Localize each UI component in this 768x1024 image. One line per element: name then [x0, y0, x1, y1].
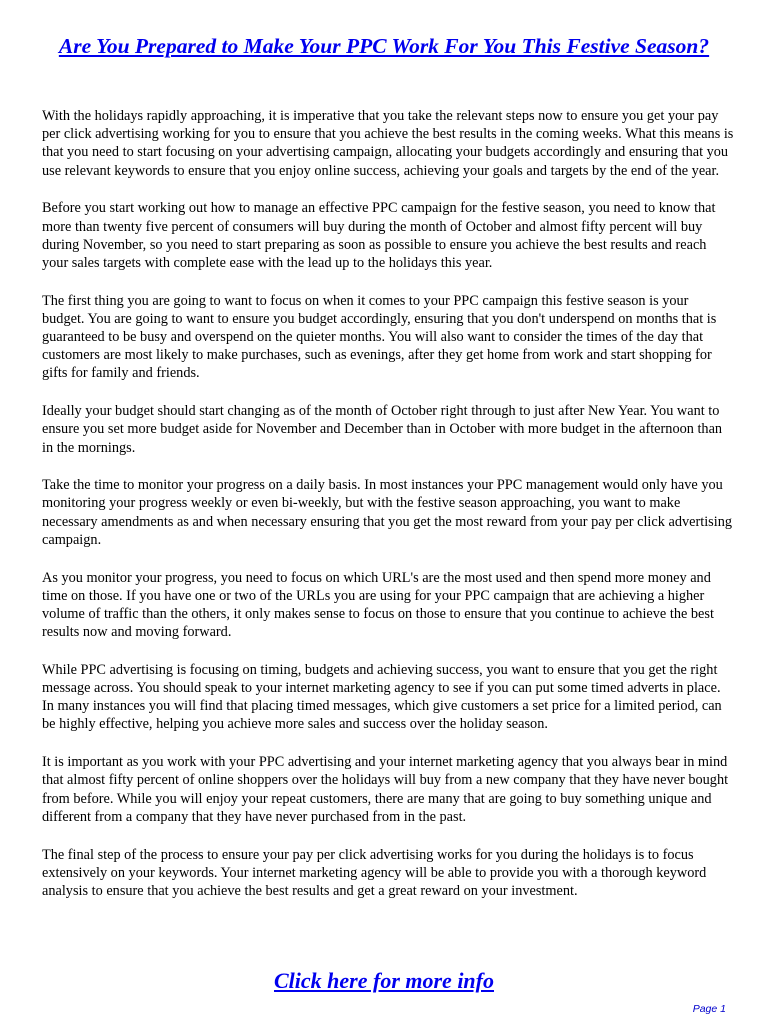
paragraph-4: Ideally your budget should start changing as of the month of October right through to just after New Year. You want to ensure you set more budget aside for November and December than in October with more budget in the afternoon than in the mornings.: [42, 403, 723, 456]
paragraph-3: The first thing you are going to want to focus on when it comes to your PPC campaign this festive season is your budget. You are going to want to ensure you budget accordingly, ensuring that you don't underspend on months that is guaranteed to be busy and overspend on the quieter months. You will also want to consider the times of the day that customers are most likely to make purchases, such as evenings, after they get home from work and start shopping for gifts for family and friends.: [42, 292, 717, 382]
paragraph-6: As you monitor your progress, you need to focus on which URL's are the most used and then spend more money and time on those. If you have one or two of the URLs you are using for your PPC campaign that are achieving a higher volume of traffic than the others, it only makes sense to focus on those to ensure that you continue to achieve the best results now and moving forward.: [42, 569, 714, 641]
page-number: Page 1: [692, 1003, 726, 1015]
paragraph-7: While PPC advertising is focusing on timing, budgets and achieving success, you want to ensure that you get the right message across. You should speak to your internet marketing agency to see if you can put some timed adverts in place. In many instances you will find that placing timed messages, which give customers a set price for a limited period, can be highly effective, helping you achieve more sales and success over the holiday season.: [42, 661, 722, 733]
paragraph-1: With the holidays rapidly approaching, it is imperative that you take the relevant steps now to ensure you get your pay per click advertising working for you to ensure that you achieve the best results in the coming weeks. What this means is that you need to start focusing on your advertising campaign, allocating your budgets accordingly and ensuring that you use relevant keywords to ensure that you enjoy online success, achieving your goals and targets by the end of the year.: [42, 108, 734, 179]
paragraph-2: Before you start working out how to manage an effective PPC campaign for the festive season, you need to know that more than twenty five percent of consumers will buy during the month of October and almost fifty percent will buy during November, so you need to start preparing as soon as possible to ensure you achieve the best results and reach your sales targets with complete ease with the lead up to the holidays this year.: [42, 200, 716, 271]
paragraph-8: It is important as you work with your PPC advertising and your internet marketing agency that you always bear in mind that almost fifty percent of online shoppers over the holidays will buy from a new company that they have never bought from before. While you will enjoy your repeat customers, there are many that are going to buy something unique and different from a company that they have never purchased from in the past.: [42, 754, 729, 825]
article-title-link[interactable]: Are You Prepared to Make Your PPC Work For You This Festive Season?: [58, 34, 710, 58]
paragraph-5: Take the time to monitor your progress on a daily basis. In most instances your PPC management would only have you monitoring your progress weekly or even bi-weekly, but with the festive season approaching, you want to make necessary amendments as and when necessary ensuring that you get the most reward from your pay per click advertising campaign.: [42, 477, 732, 548]
more-info-link[interactable]: Click here for more info: [274, 968, 494, 993]
article-body: [42, 107, 734, 920]
paragraph-9: The final step of the process to ensure your pay per click advertising works for you during the holidays is to focus extensively on your keywords. Your internet marketing agency will be able to provide you with a thorough keyword analysis to ensure that you achieve the best results and get a great reward on your investment.: [42, 846, 707, 899]
